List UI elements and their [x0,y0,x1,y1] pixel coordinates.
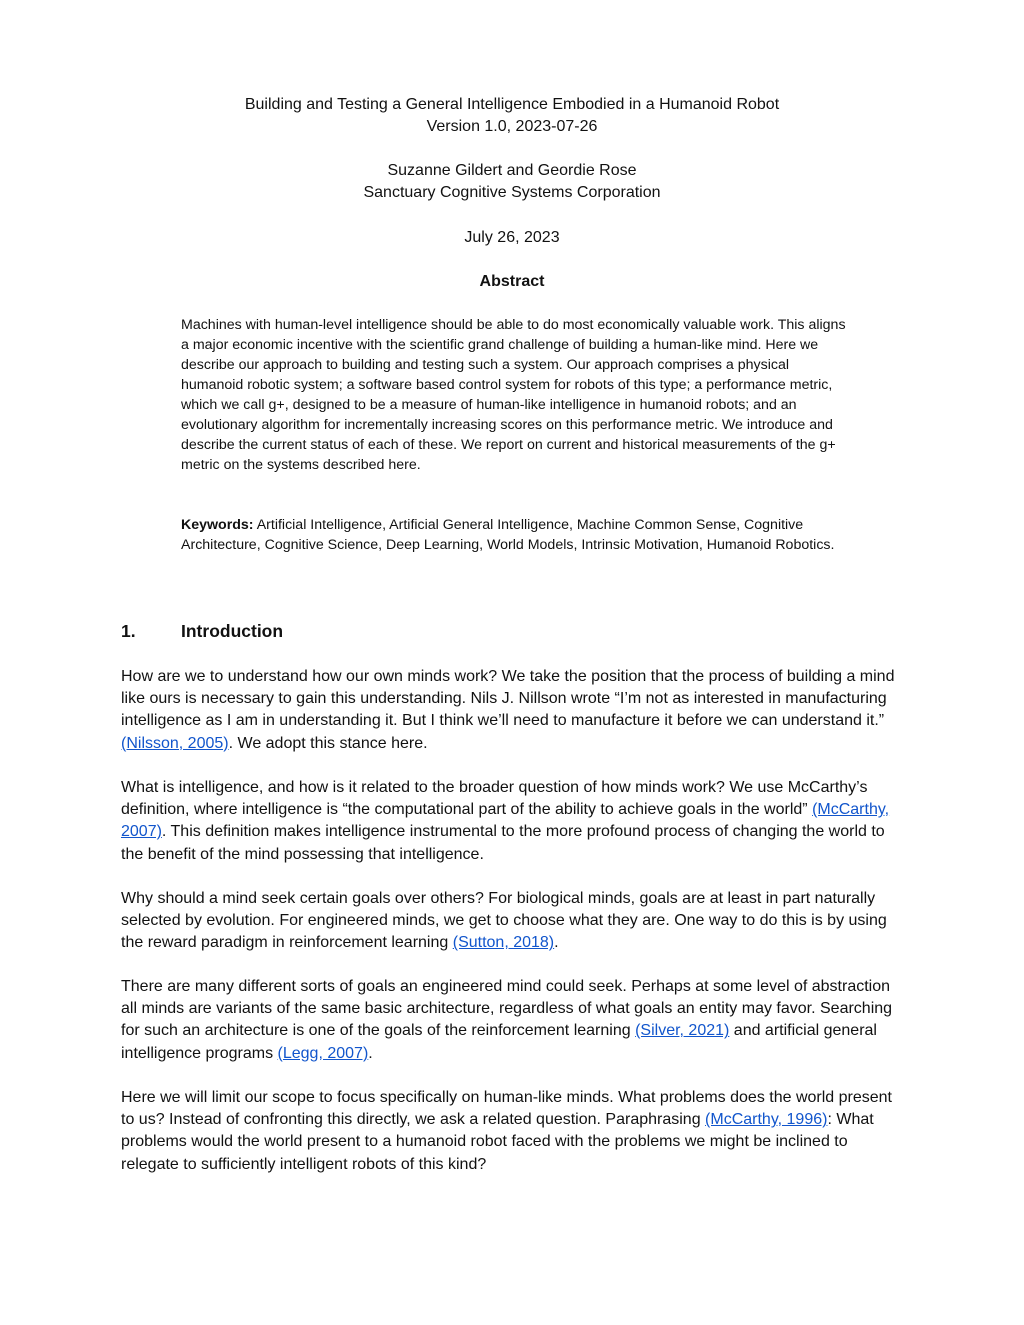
paper-authors: Suzanne Gildert and Geordie Rose [387,162,637,179]
citation-mccarthy-2007[interactable]: (McCarthy, 2007) [121,801,890,841]
intro-paragraph-4 [121,976,906,1065]
intro-p4-text-c: . [368,1044,373,1062]
paper-version: Version 1.0, 2023-07-26 [426,118,598,135]
intro-p1-text-b: . We adopt this stance here. [228,734,428,752]
abstract-heading: Abstract [479,273,545,290]
abstract-body [181,315,851,475]
citation-mccarthy-1996[interactable]: (McCarthy, 1996) [705,1111,828,1129]
abstract-text: Machines with human-level intelligence should be able to do most economically valuable work. This aligns a major economic incentive with the scientific grand challenge of building a human-like mind. Here we describe our approach to building and testing such a system. Our approach comprises a physical humanoid robotic system; a software based control system for robots of this type; a performance metric, which we call g+, designed to be a measure of human-like intelligence in humanoid robots; and an evolutionary algorithm for incrementally increasing scores on this performance metric. We introduce and describe the current status of each of these. We report on current and historical measurements of the g+ metric on the systems described here. [181,317,846,473]
intro-p1-text-a: How are we to understand how our own minds work? We take the position that the process of building a mind like ours is necessary to gain this understanding. Nils J. Nillson wrote “I’m not as interested in manufacturing intelligence as I am in understanding it. But I think we’ll need to manufacture it before we can understand it.” [121,668,895,730]
intro-paragraph-1 [121,666,906,755]
intro-p3-text-b: . [554,934,559,952]
keywords-list: Artificial Intelligence, Artificial General Intelligence, Machine Common Sense, Cognitive Architecture, Cognitive Science, Deep Learning, World Models, Intrinsic Motivation, Humanoid Robotics. [181,517,835,553]
intro-p4-text-a: There are many different sorts of goals an engineered mind could seek. Perhaps at some level of abstraction all minds are variants of the same basic architecture, regardless of what goals an entity may favor. Searching for such an architecture is one of the goals of the reinforcement learning [121,978,893,1040]
keywords-block [181,515,851,555]
citation-silver-2021[interactable]: (Silver, 2021) [635,1022,730,1040]
intro-p5-text-a: Here we will limit our scope to focus specifically on human-like minds. What problems does the world present to us? Instead of confronting this directly, we ask a related question. Paraphrasing [121,1089,892,1129]
section-number: 1. [121,621,136,641]
keywords-label: Keywords: [181,517,254,533]
citation-sutton-2018[interactable]: (Sutton, 2018) [452,934,555,952]
citation-legg-2007[interactable]: (Legg, 2007) [277,1044,369,1062]
intro-p4-text-b: and artificial general intelligence programs [121,1022,877,1062]
keywords-paragraph [181,515,851,555]
paper-date: July 26, 2023 [464,229,560,246]
paper-affiliation: Sanctuary Cognitive Systems Corporation [363,184,661,201]
intro-paragraph-5 [121,1087,906,1176]
intro-paragraph-2 [121,777,906,866]
intro-paragraph-3 [121,888,906,955]
section-heading-introduction [121,620,283,642]
citation-nilsson-2005[interactable]: (Nilsson, 2005) [121,734,229,752]
intro-p5-text-b: : What problems would the world present to a humanoid robot faced with the problems we might be inclined to relegate to sufficiently intelligent robots of this kind? [121,1111,874,1173]
intro-p2-text-b: . This definition makes intelligence instrumental to the more profound process of changing the world to the benefit of the mind possessing that intelligence. [121,823,885,863]
paper-title: Building and Testing a General Intelligence Embodied in a Humanoid Robot [244,96,780,113]
section-title: Introduction [181,621,284,641]
intro-p3-text-a: Why should a mind seek certain goals over others? For biological minds, goals are at least in part naturally selected by evolution. For engineered minds, we get to choose what they are. One way to do this is by using the reward paradigm in reinforcement learning [121,890,887,952]
intro-p2-text-a: What is intelligence, and how is it related to the broader question of how minds work? We use McCarthy’s definition, where intelligence is “the computational part of the ability to achieve goals in the world” [121,779,868,819]
